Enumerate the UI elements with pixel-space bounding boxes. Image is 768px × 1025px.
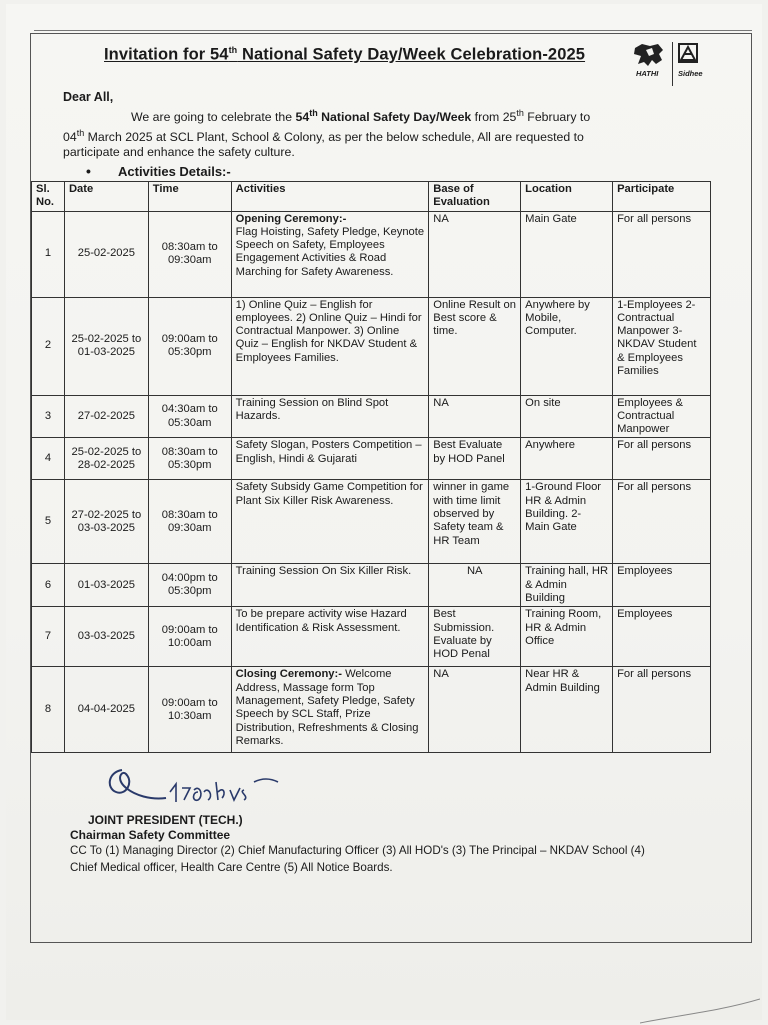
table-row [32, 438, 711, 480]
cell-location: Anywhere by Mobile, Computer. [521, 297, 613, 395]
cell-activity: Training Session on Blind Spot Hazards. [231, 395, 429, 438]
letter-body: We are going to celebrate the 54th National Safety Day/Week from 25th February to 04th March 2025 at SCL Plant, School & Colony, as per the below schedule, All are requested to participate and enhance the safety culture. [63, 108, 591, 160]
cell-activity [231, 667, 429, 753]
cell-sl: 2 [32, 297, 65, 395]
cell-evaluation: NA [429, 395, 521, 438]
cell-time: 09:00am to 10:30am [148, 667, 231, 753]
cell-evaluation: NA [429, 211, 521, 297]
page-curl-shadow [640, 995, 760, 1025]
cell-location: 1-Ground Floor HR & Admin Building. 2- Main Gate [521, 480, 613, 564]
cell-date: 27-02-2025 [64, 395, 148, 438]
cell-date: 25-02-2025 [64, 211, 148, 297]
cell-sl: 4 [32, 438, 65, 480]
cell-date: 25-02-2025 to 01-03-2025 [64, 297, 148, 395]
cell-time: 04:00pm to 05:30pm [148, 564, 231, 607]
cell-evaluation: winner in game with time limit observed by Safety team & HR Team [429, 480, 521, 564]
cell-date: 01-03-2025 [64, 564, 148, 607]
table-row [32, 607, 711, 667]
sidhee-logo-text: Sidhee [678, 69, 703, 78]
cell-participate: For all persons [613, 667, 711, 753]
bullet-point: • [86, 163, 91, 179]
cell-participate: For all persons [613, 480, 711, 564]
cell-sl: 3 [32, 395, 65, 438]
activity-schedule-table [31, 181, 711, 753]
table-row [32, 667, 711, 753]
col-header-location: Location [521, 182, 613, 212]
signatory-title: JOINT PRESIDENT (TECH.) [88, 813, 243, 827]
cell-evaluation: Best Evaluate by HOD Panel [429, 438, 521, 480]
cell-sl: 1 [32, 211, 65, 297]
section-heading: Activities Details:- [118, 164, 231, 179]
cell-evaluation: Best Submission. Evaluate by HOD Penal [429, 607, 521, 667]
cell-evaluation: NA [429, 564, 521, 607]
cell-participate: Employees [613, 607, 711, 667]
cell-time: 09:00am to 05:30pm [148, 297, 231, 395]
activity-heading: Closing Ceremony:- [235, 668, 342, 681]
cell-date: 27-02-2025 to 03-03-2025 [64, 480, 148, 564]
cell-sl: 6 [32, 564, 65, 607]
cell-date: 04-04-2025 [64, 667, 148, 753]
cell-time: 08:30am to 05:30pm [148, 438, 231, 480]
col-header-time: Time [148, 182, 231, 212]
signatory-role: Chairman Safety Committee [70, 828, 231, 842]
table-header-row [32, 182, 711, 212]
handwritten-signature [104, 762, 284, 812]
cc-list: CC To (1) Managing Director (2) Chief Manufacturing Officer (3) All HOD's (3) The Principal – NKDAV School (4) Chief Medical officer, Health Care Centre (5) All Notice Boards. [70, 844, 645, 874]
table-row [32, 564, 711, 607]
activity-heading: Opening Ceremony:- [235, 212, 347, 225]
cell-sl: 5 [32, 480, 65, 564]
cell-time: 09:00am to 10:00am [148, 607, 231, 667]
cell-location: Main Gate [521, 211, 613, 297]
cell-activity: Safety Slogan, Posters Competition – English, Hindi & Gujarati [231, 438, 429, 480]
cell-sl: 7 [32, 607, 65, 667]
col-header-participate: Participate [613, 182, 711, 212]
cell-activity: To be prepare activity wise Hazard Identification & Risk Assessment. [231, 607, 429, 667]
cell-participate: 1-Employees 2-Contractual Manpower 3- NKDAV Student & Employees Families [613, 297, 711, 395]
table-row [32, 211, 711, 297]
cell-activity: 1) Online Quiz – English for employees. 2) Online Quiz – Hindi for Contractual Manpower. 3) Online Quiz – English for NKDAV Student & Employees Families. [231, 297, 429, 395]
table-row [32, 395, 711, 438]
col-header-sl: Sl. No. [32, 182, 65, 212]
col-header-evaluation: Base of Evaluation [429, 182, 521, 212]
cell-location: Training hall, HR & Admin Building [521, 564, 613, 607]
cell-activity [231, 211, 429, 297]
cell-time: 08:30am to 09:30am [148, 211, 231, 297]
cell-participate: For all persons [613, 438, 711, 480]
col-header-date: Date [64, 182, 148, 212]
cell-activity: Safety Subsidy Game Competition for Plant Six Killer Risk Awareness. [231, 480, 429, 564]
table-row [32, 480, 711, 564]
cell-evaluation: NA [429, 667, 521, 753]
cell-location: Anywhere [521, 438, 613, 480]
cell-sl: 8 [32, 667, 65, 753]
top-rule [34, 30, 752, 31]
activity-text: Welcome Address, Massage form Top Management, Safety Pledge, Safety Speech by SCL Staff, Prize Distribution, Refreshments & Closing Remarks. [235, 668, 419, 747]
cell-time: 04:30am to 05:30am [148, 395, 231, 438]
sidhee-mark-icon [677, 42, 699, 66]
cell-location: Training Room, HR & Admin Office [521, 607, 613, 667]
sidhee-logo [672, 42, 707, 86]
cell-participate: For all persons [613, 211, 711, 297]
table-row [32, 297, 711, 395]
cell-location: On site [521, 395, 613, 438]
cell-participate: Employees & Contractual Manpower [613, 395, 711, 438]
activity-text: Flag Hoisting, Safety Pledge, Keynote Speech on Safety, Employees Engagement Activities & Road Marching for Safety Awareness. [235, 225, 425, 278]
cell-activity: Training Session On Six Killer Risk. [231, 564, 429, 607]
cell-time: 08:30am to 09:30am [148, 480, 231, 564]
cell-date: 03-03-2025 [64, 607, 148, 667]
cell-evaluation: Online Result on Best score & time. [429, 297, 521, 395]
hathi-elephant-logo [632, 42, 666, 86]
cell-date: 25-02-2025 to 28-02-2025 [64, 438, 148, 480]
cell-location: Near HR & Admin Building [521, 667, 613, 753]
col-header-activities: Activities [231, 182, 429, 212]
salutation: Dear All, [63, 90, 114, 104]
hathi-logo-text: HATHI [636, 69, 659, 78]
cell-participate: Employees [613, 564, 711, 607]
document-title: Invitation for 54th National Safety Day/Week Celebration-2025 [104, 45, 586, 64]
company-logos [628, 40, 702, 86]
